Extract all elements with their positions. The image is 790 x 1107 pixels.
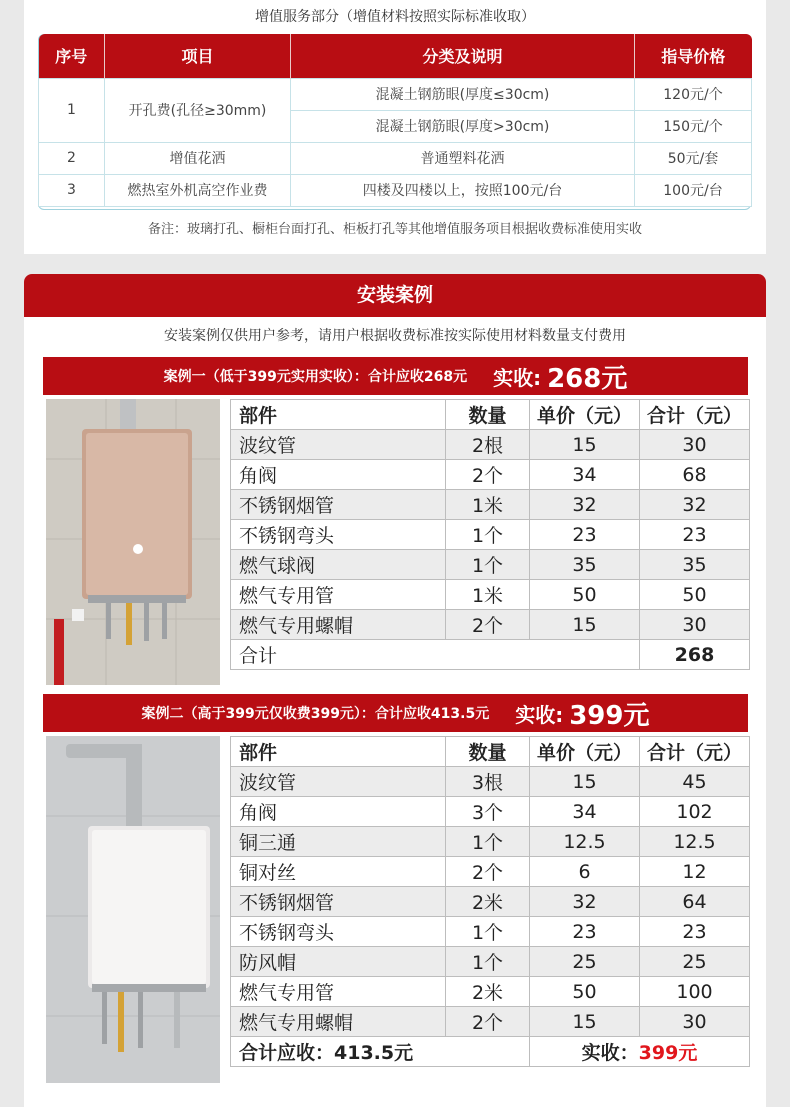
- case1-total-value: 268: [640, 640, 750, 670]
- case1-heater-photo: [46, 399, 220, 685]
- part-subtotal: 50: [640, 580, 750, 610]
- part-name: 燃气专用螺帽: [231, 1007, 446, 1037]
- part-unit-price: 12.5: [530, 827, 640, 857]
- part-qty: 2米: [446, 977, 530, 1007]
- part-qty: 1个: [446, 550, 530, 580]
- part-name: 防风帽: [231, 947, 446, 977]
- part-unit-price: 25: [530, 947, 640, 977]
- part-unit-price: 32: [530, 490, 640, 520]
- case2-paid-value: 399元: [569, 700, 650, 731]
- part-qty: 1米: [446, 580, 530, 610]
- col-unit-price: 单价（元）: [530, 737, 640, 767]
- services-header-row: [39, 34, 752, 78]
- table-row: [39, 142, 752, 174]
- part-name: 角阀: [231, 460, 446, 490]
- part-subtotal: 32: [640, 490, 750, 520]
- row-desc: 普通塑料花洒: [291, 142, 635, 174]
- row-item: 增值花洒: [105, 142, 291, 174]
- part-unit-price: 15: [530, 1007, 640, 1037]
- table-row: [231, 580, 750, 610]
- table-row: [231, 550, 750, 580]
- row-price: 120元/个: [635, 78, 752, 110]
- services-note: 备注：玻璃打孔、橱柜台面打孔、柜板打孔等其他增值服务项目根据收费标准使用实收: [147, 222, 642, 237]
- row-desc: 混凝土钢筋眼(厚度>30cm): [291, 110, 635, 142]
- part-unit-price: 34: [530, 460, 640, 490]
- part-qty: 2根: [446, 430, 530, 460]
- table-row: [231, 887, 750, 917]
- value-added-services-panel: [24, 0, 766, 254]
- part-name: 铜对丝: [231, 857, 446, 887]
- case1-total-row: [231, 640, 750, 670]
- row-no: 1: [39, 78, 105, 142]
- header-item: 项目: [105, 34, 291, 78]
- case1-header-row: [231, 400, 750, 430]
- part-qty: 2米: [446, 887, 530, 917]
- table-row: [39, 78, 752, 110]
- part-subtotal: 30: [640, 610, 750, 640]
- case2-total-paid-label: 实收：: [581, 1042, 639, 1064]
- table-row: [231, 977, 750, 1007]
- part-unit-price: 15: [530, 767, 640, 797]
- part-unit-price: 23: [530, 520, 640, 550]
- row-desc: 四楼及四楼以上，按照100元/台: [291, 174, 635, 206]
- row-price: 100元/台: [635, 174, 752, 206]
- part-unit-price: 50: [530, 977, 640, 1007]
- install-note: 安装案例仅供用户参考，请用户根据收费标准按实际使用材料数量支付费用: [164, 328, 626, 344]
- header-price: 指导价格: [635, 34, 752, 78]
- case2-paid-label: 实收:: [515, 702, 564, 727]
- part-subtotal: 25: [640, 947, 750, 977]
- part-unit-price: 32: [530, 887, 640, 917]
- part-name: 波纹管: [231, 430, 446, 460]
- table-row: [39, 174, 752, 206]
- row-no: 3: [39, 174, 105, 206]
- services-table: [38, 34, 752, 207]
- part-subtotal: 100: [640, 977, 750, 1007]
- case2-total-row: [231, 1037, 750, 1067]
- table-row: [231, 917, 750, 947]
- col-part: 部件: [231, 400, 446, 430]
- part-unit-price: 15: [530, 430, 640, 460]
- case2-total-paid: [530, 1037, 750, 1067]
- part-name: 燃气专用管: [231, 977, 446, 1007]
- part-qty: 2个: [446, 857, 530, 887]
- part-qty: 1个: [446, 520, 530, 550]
- header-desc: 分类及说明: [291, 34, 635, 78]
- part-subtotal: 23: [640, 520, 750, 550]
- part-subtotal: 45: [640, 767, 750, 797]
- case2-header-row: [231, 737, 750, 767]
- part-subtotal: 23: [640, 917, 750, 947]
- part-unit-price: 23: [530, 917, 640, 947]
- part-name: 不锈钢烟管: [231, 887, 446, 917]
- row-item: 燃热室外机高空作业费: [105, 174, 291, 206]
- case1-parts-table: [230, 399, 750, 670]
- case2-total-paid-value: 399元: [638, 1042, 698, 1064]
- row-desc: 混凝土钢筋眼(厚度≤30cm): [291, 78, 635, 110]
- col-qty: 数量: [446, 737, 530, 767]
- part-name: 燃气球阀: [231, 550, 446, 580]
- case1-banner: [43, 357, 748, 395]
- table-row: [231, 490, 750, 520]
- part-name: 波纹管: [231, 767, 446, 797]
- install-header: 安装案例: [24, 274, 766, 317]
- table-row: [231, 857, 750, 887]
- part-qty: 1个: [446, 827, 530, 857]
- col-subtotal: 合计（元）: [640, 400, 750, 430]
- case2-total-due: 合计应收：413.5元: [231, 1037, 530, 1067]
- part-subtotal: 12.5: [640, 827, 750, 857]
- table-row: [231, 1007, 750, 1037]
- part-subtotal: 68: [640, 460, 750, 490]
- col-unit-price: 单价（元）: [530, 400, 640, 430]
- row-item: 开孔费(孔径≥30mm): [105, 78, 291, 142]
- part-qty: 2个: [446, 460, 530, 490]
- table-row: [231, 430, 750, 460]
- header-no: 序号: [39, 34, 105, 78]
- part-subtotal: 64: [640, 887, 750, 917]
- part-qty: 1个: [446, 947, 530, 977]
- part-subtotal: 102: [640, 797, 750, 827]
- part-qty: 2个: [446, 610, 530, 640]
- table-row: [231, 767, 750, 797]
- water-heater-image: [46, 736, 220, 1083]
- water-heater-image: [46, 399, 220, 685]
- part-subtotal: 35: [640, 550, 750, 580]
- table-row: [231, 610, 750, 640]
- part-unit-price: 50: [530, 580, 640, 610]
- col-part: 部件: [231, 737, 446, 767]
- part-name: 不锈钢弯头: [231, 520, 446, 550]
- case2-banner: [43, 694, 748, 732]
- case1-paid-label: 实收:: [493, 365, 542, 390]
- part-name: 铜三通: [231, 827, 446, 857]
- table-row: [231, 947, 750, 977]
- part-name: 燃气专用管: [231, 580, 446, 610]
- part-qty: 3个: [446, 797, 530, 827]
- table-row: [231, 520, 750, 550]
- part-subtotal: 12: [640, 857, 750, 887]
- part-subtotal: 30: [640, 1007, 750, 1037]
- case2-heater-photo: [46, 736, 220, 1083]
- part-unit-price: 34: [530, 797, 640, 827]
- case1-paid-value: 268元: [547, 363, 628, 394]
- case1-total-label: 合计: [231, 640, 640, 670]
- case1-desc: 案例一（低于399元实用实收）：合计应收268元: [163, 369, 468, 385]
- part-name: 燃气专用螺帽: [231, 610, 446, 640]
- part-name: 不锈钢弯头: [231, 917, 446, 947]
- table-row: [231, 797, 750, 827]
- part-unit-price: 35: [530, 550, 640, 580]
- table-row: [231, 460, 750, 490]
- installation-cases-panel: [24, 274, 766, 1107]
- row-no: 2: [39, 142, 105, 174]
- case2-parts-table: [230, 736, 750, 1067]
- part-qty: 1个: [446, 917, 530, 947]
- row-price: 150元/个: [635, 110, 752, 142]
- table-row: [231, 827, 750, 857]
- services-title: 增值服务部分（增值材料按照实际标准收取）: [255, 9, 535, 25]
- part-name: 不锈钢烟管: [231, 490, 446, 520]
- part-unit-price: 15: [530, 610, 640, 640]
- part-qty: 1米: [446, 490, 530, 520]
- col-subtotal: 合计（元）: [640, 737, 750, 767]
- col-qty: 数量: [446, 400, 530, 430]
- case2-rows: [231, 767, 750, 1037]
- case2-desc: 案例二（高于399元仅收费399元）：合计应收413.5元: [141, 706, 490, 722]
- row-price: 50元/套: [635, 142, 752, 174]
- part-qty: 3根: [446, 767, 530, 797]
- case1-rows: [231, 430, 750, 640]
- part-subtotal: 30: [640, 430, 750, 460]
- part-name: 角阀: [231, 797, 446, 827]
- part-qty: 2个: [446, 1007, 530, 1037]
- part-unit-price: 6: [530, 857, 640, 887]
